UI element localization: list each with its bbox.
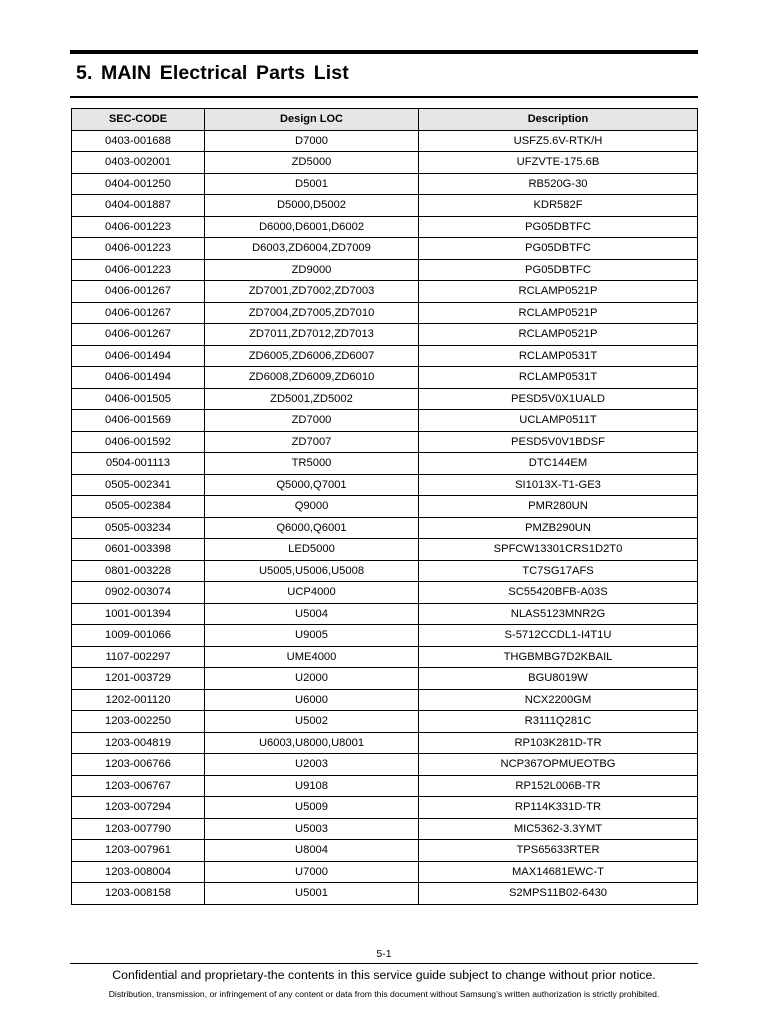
cell-sec-code: 0406-001223 [72,259,205,281]
page-title: 5. MAIN Electrical Parts List [76,62,349,84]
cell-design-loc: U5005,U5006,U5008 [205,560,419,582]
cell-design-loc: D6000,D6001,D6002 [205,216,419,238]
cell-sec-code: 0406-001223 [72,216,205,238]
header-sec-code: SEC-CODE [72,109,205,131]
cell-sec-code: 0406-001223 [72,238,205,260]
footer-rule [70,963,698,964]
cell-sec-code: 0406-001569 [72,410,205,432]
cell-sec-code: 0801-003228 [72,560,205,582]
cell-design-loc: D5001 [205,173,419,195]
cell-description: SC55420BFB-A03S [419,582,698,604]
cell-design-loc: ZD7001,ZD7002,ZD7003 [205,281,419,303]
cell-design-loc: U5001 [205,883,419,905]
table-row [72,474,698,496]
cell-sec-code: 0505-003234 [72,517,205,539]
table-row [72,238,698,260]
cell-description: RCLAMP0521P [419,281,698,303]
table-row [72,345,698,367]
cell-sec-code: 1203-007294 [72,797,205,819]
cell-design-loc: U9108 [205,775,419,797]
table-row [72,281,698,303]
cell-description: KDR582F [419,195,698,217]
cell-sec-code: 0406-001267 [72,302,205,324]
cell-sec-code: 1203-007961 [72,840,205,862]
table-row [72,173,698,195]
cell-design-loc: UME4000 [205,646,419,668]
table-row [72,388,698,410]
cell-description: THGBMBG7D2KBAIL [419,646,698,668]
cell-sec-code: 0406-001267 [72,324,205,346]
cell-sec-code: 1107-002297 [72,646,205,668]
cell-description: PESD5V0X1UALD [419,388,698,410]
cell-description: R3111Q281C [419,711,698,733]
cell-design-loc: U2003 [205,754,419,776]
cell-description: RP114K331D-TR [419,797,698,819]
cell-sec-code: 0902-003074 [72,582,205,604]
table-body [72,130,698,904]
table-row [72,646,698,668]
title-rule [70,96,698,98]
cell-description: USFZ5.6V-RTK/H [419,130,698,152]
table-row [72,302,698,324]
table-row [72,259,698,281]
cell-design-loc: TR5000 [205,453,419,475]
cell-description: S-5712CCDL1-I4T1U [419,625,698,647]
cell-sec-code: 1009-001066 [72,625,205,647]
table-row [72,711,698,733]
cell-sec-code: 0505-002384 [72,496,205,518]
cell-description: NLAS5123MNR2G [419,603,698,625]
cell-sec-code: 0504-001113 [72,453,205,475]
table-row [72,775,698,797]
cell-description: RB520G-30 [419,173,698,195]
cell-description: SI1013X-T1-GE3 [419,474,698,496]
footer-notice: Confidential and proprietary-the contents in this service guide subject to change without prior notice. [112,968,656,982]
cell-design-loc: U7000 [205,861,419,883]
cell-description: RP103K281D-TR [419,732,698,754]
cell-sec-code: 1203-008004 [72,861,205,883]
cell-sec-code: 1203-004819 [72,732,205,754]
table-row [72,367,698,389]
cell-sec-code: 0406-001505 [72,388,205,410]
cell-design-loc: U6003,U8000,U8001 [205,732,419,754]
cell-description: PG05DBTFC [419,238,698,260]
table-row [72,216,698,238]
header-row [72,109,698,131]
cell-sec-code: 1203-006766 [72,754,205,776]
table-row [72,603,698,625]
cell-sec-code: 1203-008158 [72,883,205,905]
cell-design-loc: U5004 [205,603,419,625]
cell-description: SPFCW13301CRS1D2T0 [419,539,698,561]
cell-description: UFZVTE-175.6B [419,152,698,174]
cell-description: MAX14681EWC-T [419,861,698,883]
table-row [72,410,698,432]
cell-sec-code: 1201-003729 [72,668,205,690]
table-row [72,689,698,711]
cell-sec-code: 0406-001494 [72,367,205,389]
cell-design-loc: Q9000 [205,496,419,518]
cell-design-loc: U5009 [205,797,419,819]
cell-description: RCLAMP0531T [419,345,698,367]
table-row [72,668,698,690]
cell-design-loc: U5002 [205,711,419,733]
cell-design-loc: Q5000,Q7001 [205,474,419,496]
page-number: 5-1 [376,948,392,960]
cell-description: MIC5362-3.3YMT [419,818,698,840]
table-row [72,152,698,174]
top-rule [70,50,698,54]
cell-design-loc: U9005 [205,625,419,647]
table-row [72,883,698,905]
table-row [72,861,698,883]
cell-description: DTC144EM [419,453,698,475]
cell-description: BGU8019W [419,668,698,690]
cell-design-loc: U6000 [205,689,419,711]
table-row [72,130,698,152]
header-design-loc: Design LOC [205,109,419,131]
cell-sec-code: 1202-001120 [72,689,205,711]
cell-description: RCLAMP0521P [419,324,698,346]
cell-description: NCX2200GM [419,689,698,711]
table-row [72,818,698,840]
cell-design-loc: ZD7004,ZD7005,ZD7010 [205,302,419,324]
cell-design-loc: ZD6008,ZD6009,ZD6010 [205,367,419,389]
header-description: Description [419,109,698,131]
cell-description: PESD5V0V1BDSF [419,431,698,453]
table-row [72,797,698,819]
cell-design-loc: Q6000,Q6001 [205,517,419,539]
cell-description: RP152L006B-TR [419,775,698,797]
table-row [72,453,698,475]
cell-design-loc: ZD9000 [205,259,419,281]
cell-description: TPS65633RTER [419,840,698,862]
cell-sec-code: 0406-001267 [72,281,205,303]
cell-design-loc: U5003 [205,818,419,840]
cell-sec-code: 1203-006767 [72,775,205,797]
cell-sec-code: 1203-007790 [72,818,205,840]
cell-design-loc: ZD7011,ZD7012,ZD7013 [205,324,419,346]
cell-description: RCLAMP0521P [419,302,698,324]
table-row [72,582,698,604]
cell-sec-code: 0505-002341 [72,474,205,496]
table-row [72,840,698,862]
table-row [72,431,698,453]
table-row [72,754,698,776]
cell-description: PMR280UN [419,496,698,518]
table-row [72,560,698,582]
cell-design-loc: LED5000 [205,539,419,561]
cell-description: PMZB290UN [419,517,698,539]
table-row [72,732,698,754]
cell-design-loc: ZD7000 [205,410,419,432]
table-row [72,324,698,346]
cell-description: TC7SG17AFS [419,560,698,582]
cell-sec-code: 0601-003398 [72,539,205,561]
cell-design-loc: D7000 [205,130,419,152]
table-row [72,517,698,539]
cell-description: S2MPS11B02-6430 [419,883,698,905]
parts-table [71,108,698,905]
cell-design-loc: U2000 [205,668,419,690]
cell-description: NCP367OPMUEOTBG [419,754,698,776]
footer-legal: Distribution, transmission, or infringement of any content or data from this document without Samsung’s written authorization is strictly prohibited. [108,989,660,999]
table-header [72,109,698,131]
cell-description: RCLAMP0531T [419,367,698,389]
cell-sec-code: 0403-001688 [72,130,205,152]
cell-sec-code: 0404-001887 [72,195,205,217]
cell-sec-code: 0404-001250 [72,173,205,195]
cell-design-loc: ZD5000 [205,152,419,174]
cell-design-loc: ZD5001,ZD5002 [205,388,419,410]
cell-design-loc: ZD6005,ZD6006,ZD6007 [205,345,419,367]
table-row [72,625,698,647]
cell-design-loc: ZD7007 [205,431,419,453]
cell-design-loc: D5000,D5002 [205,195,419,217]
cell-description: PG05DBTFC [419,216,698,238]
table-row [72,496,698,518]
cell-sec-code: 1001-001394 [72,603,205,625]
cell-sec-code: 0406-001494 [72,345,205,367]
table-row [72,539,698,561]
table-row [72,195,698,217]
cell-design-loc: U8004 [205,840,419,862]
cell-sec-code: 0406-001592 [72,431,205,453]
cell-design-loc: UCP4000 [205,582,419,604]
cell-sec-code: 0403-002001 [72,152,205,174]
cell-design-loc: D6003,ZD6004,ZD7009 [205,238,419,260]
cell-description: UCLAMP0511T [419,410,698,432]
cell-description: PG05DBTFC [419,259,698,281]
cell-sec-code: 1203-002250 [72,711,205,733]
